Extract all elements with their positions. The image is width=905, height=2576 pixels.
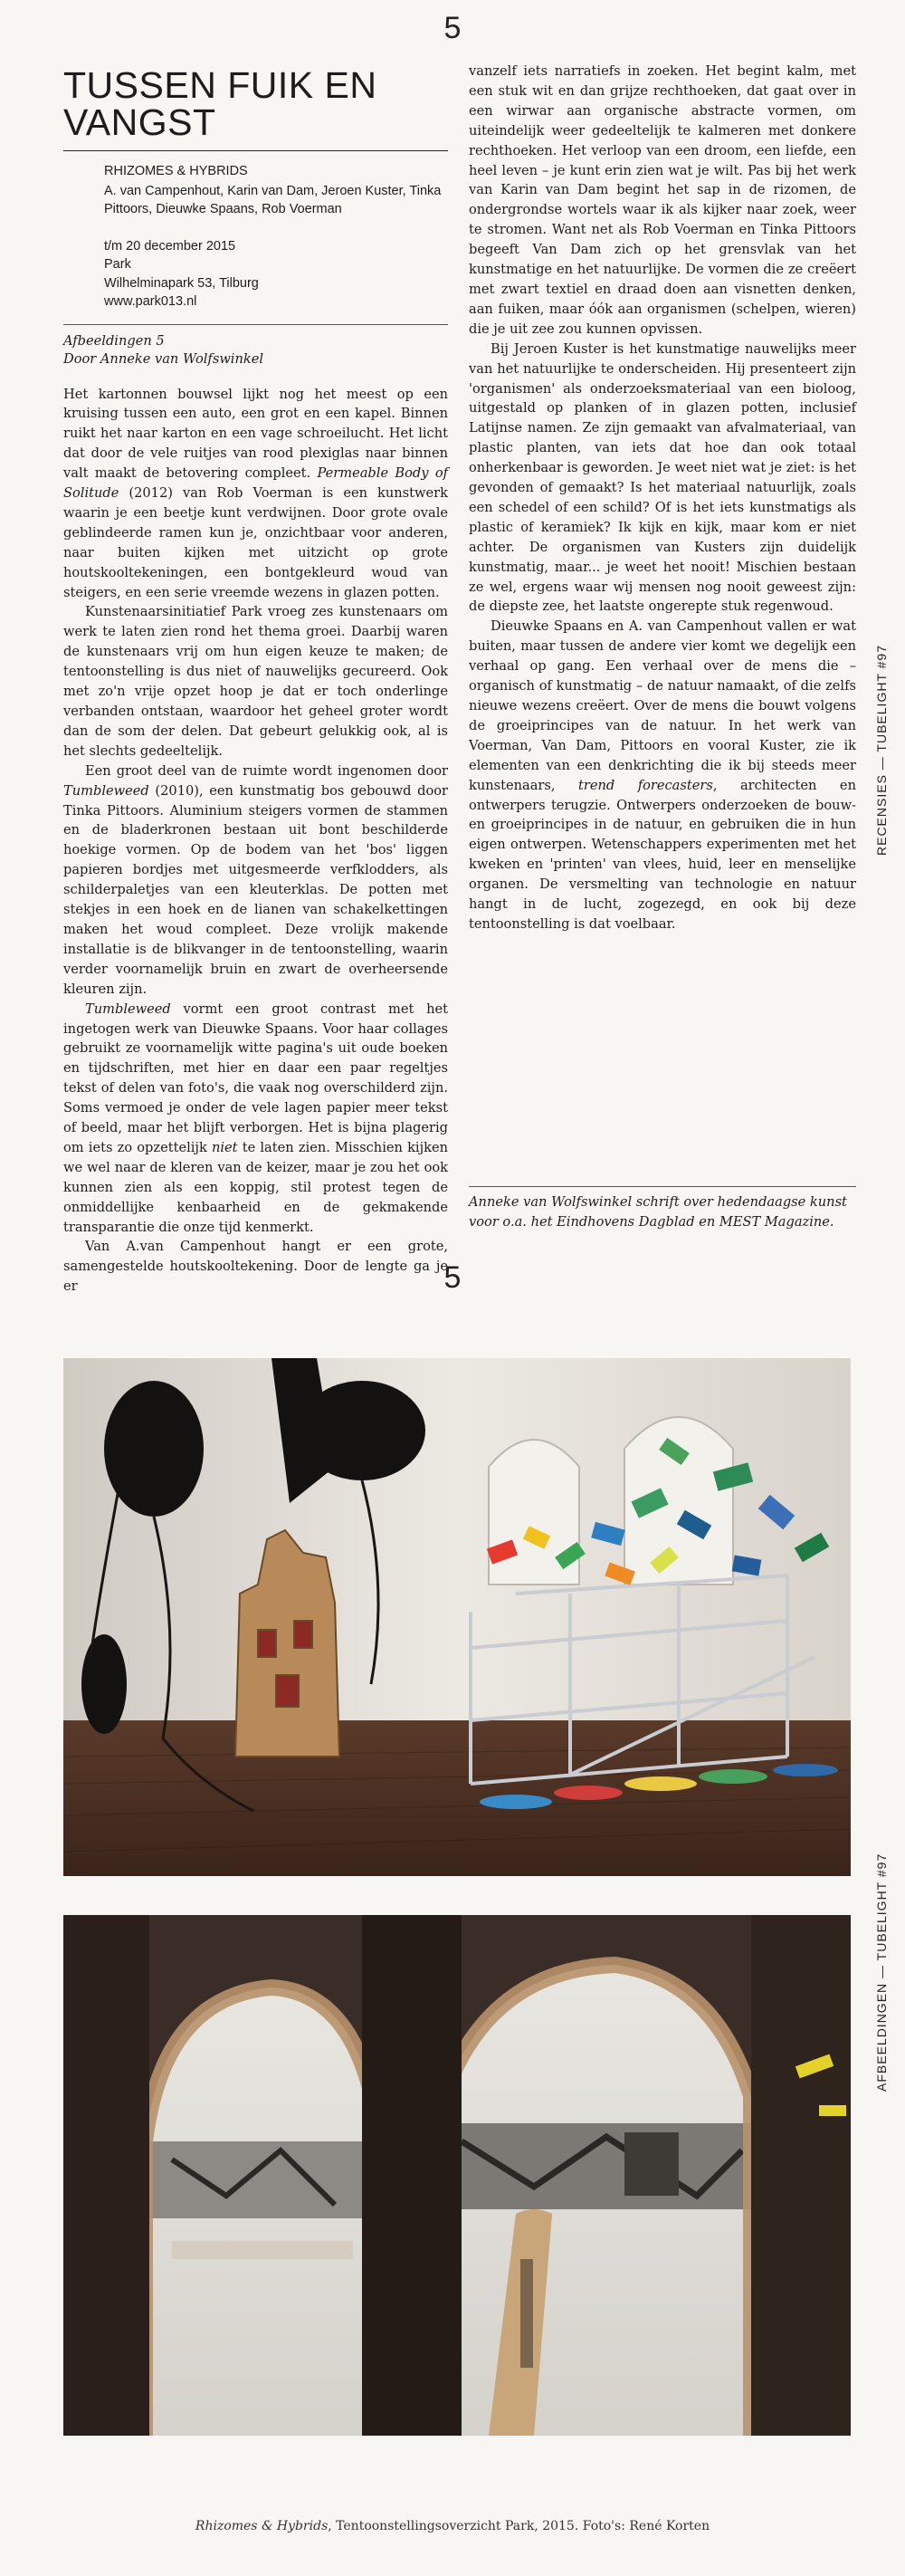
- section-label-images: AFBEELDINGEN — TUBELIGHT #97: [874, 1853, 889, 2092]
- exhibition-date: t/m 20 december 2015: [104, 238, 236, 254]
- author-line: Door Anneke van Wolfswinkel: [63, 351, 264, 367]
- paragraph: Het kartonnen bouwsel lijkt nog het meest op een kruising tussen een auto, een grot en een kapel. Binnen ruikt het naar karton en een vage schroeilucht. Het licht dat door de vele ruitjes van rood plexiglas naar binnen valt maakt de betovering compleet. Permeable Body of Solitude (2012) van Rob Voerman is een kunstwerk waarin je een beetje kunt verdwijnen. Door grote ovale geblindeerde ramen kun je, onzichtbaar voor anderen, naar buiten kijken met uitzicht op grote houtskooltekeningen, een bontgekleurd woud van steigers, en een serie vreemde wezens in glazen potten.: [63, 386, 449, 600]
- paragraph: Tumbleweed vormt een groot contrast met het ingetogen werk van Dieuwke Spaans. Voor haar collages gebruikt ze voornamelijk witte pagina's uit oude boeken en tijdschriften, met hier en daar een paar regeltjes tekst of delen van foto's, die vaak nog overschilderd zijn. Soms vermoed je onder de vele lagen papier meer tekst of beeld, maar het blijft verborgen. Het is bijna plagerig om iets zo opzettelijk niet te laten zien. Misschien kijken we wel naar de kleren van de keizer, maar je zou het ook kunnen zien als een koppig, stil protest tegen de onmiddellijke kenbaarheid en de gekmakende transparantie die onze tijd kenmerkt.: [63, 1001, 448, 1235]
- exhibition-photo-arch: [63, 1915, 851, 2436]
- author-note: Anneke van Wolfswinkel schrift over hedendaagse kunst voor o.a. het Eindhovens Dagblad en MEST Magazine.: [469, 1186, 856, 1232]
- right-column: [469, 62, 856, 934]
- page-number-bottom: 5: [443, 1260, 462, 1295]
- exhibition-info: [104, 162, 448, 311]
- venue-address: Wilhelminapark 53, Tilburg: [104, 275, 259, 291]
- venue-website: www.park013.nl: [104, 294, 197, 309]
- paragraph: Een groot deel van de ruimte wordt ingenomen door Tumbleweed (2010), een kunstmatig bos gebouwd door Tinka Pittoors. Aluminium steigers vormen de stammen en de bladerkronen bestaan uit bont beschilderde hoekige vormen. Op de bodem van het 'bos' liggen papieren bordjes met uitgesmeerde verfklodders, als schilderpaletjes van een kleuterklas. De potten met stekjes in een hoek en de lianen van schakelkettingen maken het woud compleet. Deze vrolijk makende installatie is de blikvanger in de tentoonstelling, waarin verder voornamelijk bruin en zwart de overheersende kleuren zijn.: [63, 762, 448, 997]
- paragraph: Bij Jeroen Kuster is het kunstmatige nauwelijks meer van het natuurlijke te onderscheiden. Hij presenteert zijn 'organismen' als onderzoeksmateriaal van een bioloog, uitgestald op planken of in glazen potten, inclusief Latijnse namen. Ze zijn gemaakt van afvalmateriaal, van plastic planten, van iets dat hoe dan ook totaal onherkenbaar is geworden. Je weet niet wat je ziet: is het gevonden of gemaakt? Is het materiaal natuurlijk, zoals een schedel of een schild? Of is het iets kunstmatigs als plastic of keramiek? Ik kijk en kijk, maar kom er niet achter. De organismen van Kusters zijn duidelijk kunstmatig, maar... je weet het nooit! Mischien bestaan ze wel, ergens waar wij mensen nog nooit geweest zijn: de diepste zee, het laatste ongerepte stuk regenwoud.: [469, 340, 856, 615]
- images-reference: Afbeeldingen 5: [63, 332, 165, 349]
- exhibition-photo-gallery: [63, 1358, 851, 1876]
- section-label-reviews: RECENSIES — TUBELIGHT #97: [874, 645, 889, 856]
- left-column: [63, 62, 448, 1297]
- exhibition-label: RHIZOMES & HYBRIDS: [104, 164, 248, 178]
- page-number-top: 5: [443, 11, 462, 45]
- venue-name: Park: [104, 257, 131, 272]
- paragraph: Van A.van Campenhout hangt er een grote, samengestelde houtskooltekening. Door de lengte ga je er: [63, 1239, 448, 1295]
- byline: [63, 332, 448, 369]
- caption-credits: , Tentoonstellingsoverzicht Park, 2015. Foto's: René Korten: [328, 2519, 710, 2533]
- photo-caption: [0, 2519, 905, 2533]
- note-divider: [469, 1186, 856, 1187]
- paragraph: Dieuwke Spaans en A. van Campenhout vallen er wat buiten, maar tussen de andere vier komt we degelijk een verhaal op gang. Een verhaal over de mens die – organisch of kunstmatig – de natuur namaakt, of die zelfs nieuwe wezens creëert. Over de mens die bouwt volgens de groeiprincipes van de natuur. In het werk van Voerman, Van Dam, Pittoors en vooral Kuster, zie ik elementen van een denkrichting die ik bij steeds meer kunstenaars, trend forecasters, architecten en ontwerpers terugzie. Ontwerpers onderzoeken de bouw- en groeiprincipes in de natuur, en gebruiken die in hun eigen ontwerpen. Wetenschappers experimenten met het kweken en 'printen' van vlees, huid, leer en menselijke organen. De versmelting van technologie en natuur hangt in de lucht, zogezegd, en ook bij deze tentoonstelling is dat voelbaar.: [469, 618, 856, 932]
- paragraph: Kunstenaarsinitiatief Park vroeg zes kunstenaars om werk te laten zien rond het thema groei. Daarbij waren de kunstenaars vrij om hun eigen keuze te maken; de tentoonstelling is dus niet of nauwelijks gecureerd. Ook met zo'n vrije opzet hoop je dat er toch onderlinge verbanden ontstaan, waardoor het geheel groter wordt dan de som der delen. Dat gebeurt gelukkig ook, al is het slechts gedeeltelijk.: [63, 604, 448, 759]
- article-title: TUSSEN FUIK EN VANGST: [63, 64, 377, 143]
- title-divider: [63, 150, 448, 151]
- cardboard-arch-image: [63, 1915, 851, 2436]
- info-divider: [63, 324, 448, 325]
- paragraph: vanzelf iets narratiefs in zoeken. Het begint kalm, met een stuk wit en dan grijze rechthoeken, dat gaat over in een wirwar aan organische abstracte vormen, om uiteindelijk weer gedeeltelijk te kalmeren met donkere rechthoeken. Het verloop van een droom, een liefde, een heel leven – je kunt erin zien wat je wilt. Pas bij het werk van Karin van Dam begint het sap in de rizomen, de ondergrondse wortels waar ik als kijker naar zoek, weer te stromen. Want net als Rob Voerman en Tinka Pittoors begeeft Van Dam zich op het grensvlak van het kunstmatige en het natuurlijke. De vormen die ze creëert met zwart textiel en draad doen aan visnetten denken, aan fuiken, maar óók aan organismen (schelpen, wieren) die je uit zee zou kunnen opvissen.: [469, 63, 856, 337]
- gallery-installation-image: [63, 1358, 851, 1876]
- artists-list: A. van Campenhout, Karin van Dam, Jeroen Kuster, Tinka Pittoors, Dieuwke Spaans, Rob Voerman: [104, 183, 442, 216]
- caption-title: Rhizomes & Hybrids: [195, 2519, 329, 2533]
